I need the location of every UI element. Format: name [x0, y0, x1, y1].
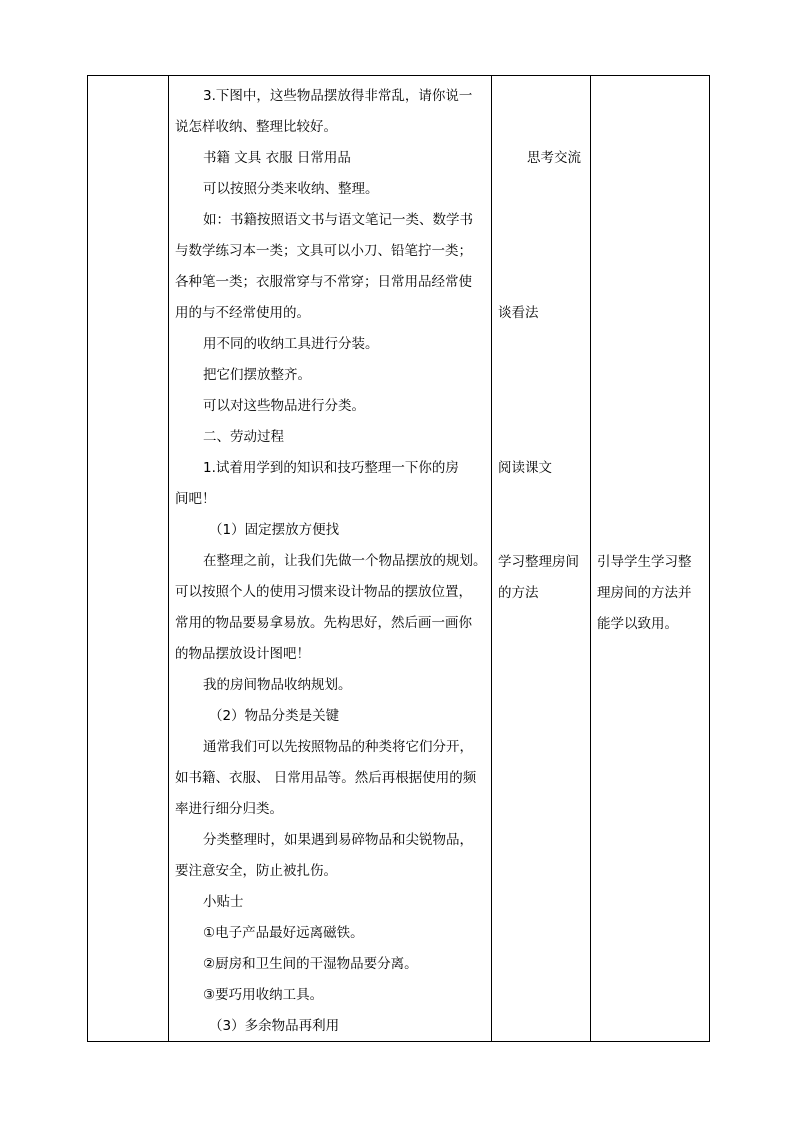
lesson-plan-table — [87, 75, 710, 1042]
content-line: 的物品摆放设计图吧！ — [175, 646, 310, 662]
content-cell — [169, 76, 492, 1042]
content-line: 我的房间物品收纳规划。 — [203, 677, 352, 693]
section-heading: 二、劳动过程 — [203, 429, 284, 445]
method-read — [498, 453, 552, 484]
content-line: 把它们摆放整齐。 — [203, 367, 311, 383]
intent-text — [597, 547, 692, 640]
content-line: 分类整理时，如果遇到易碎物品和尖锐物品， — [203, 832, 473, 848]
method-learn-line: 学习整理房间 — [498, 554, 579, 570]
content-line: 常用的物品要易拿易放。先构思好，然后画一画你 — [175, 615, 472, 631]
content-line: 1.试着用学到的知识和技巧整理一下你的房 — [203, 460, 459, 476]
intent-line: 理房间的方法并 — [597, 585, 692, 601]
method-discuss — [498, 298, 539, 329]
content-line: 如：书籍按照语文书与语文笔记一类、数学书 — [203, 212, 473, 228]
content-line: 可以按照个人的使用习惯来设计物品的摆放位置， — [175, 584, 472, 600]
content-line: 间吧！ — [175, 491, 216, 507]
method-learn — [498, 547, 579, 609]
content-line: 说怎样收纳、整理比较好。 — [175, 119, 337, 135]
tip-item: ①电子产品最好远离磁铁。 — [203, 925, 364, 941]
tips-heading: 小贴士 — [203, 894, 244, 910]
subheading: （3）多余物品再利用 — [209, 1018, 340, 1034]
table-row — [88, 76, 710, 1042]
content-line: 率进行细分归类。 — [175, 801, 283, 817]
content-line: 与数学练习本一类；文具可以小刀、铅笔拧一类； — [175, 243, 472, 259]
content-text — [175, 81, 485, 1042]
content-line: 通常我们可以先按照物品的种类将它们分开， — [203, 739, 473, 755]
tip-item: ③要巧用收纳工具。 — [203, 987, 324, 1003]
method-learn-line: 的方法 — [498, 585, 539, 601]
subheading: （1）固定摆放方便找 — [209, 522, 340, 538]
method-think-text: 思考交流 — [527, 150, 581, 166]
content-line: 书籍 文具 衣服 日常用品 — [203, 150, 351, 166]
content-line: 3.下图中，这些物品摆放得非常乱，请你说一 — [203, 88, 473, 104]
tip-item: ②厨房和卫生间的干湿物品要分离。 — [203, 956, 418, 972]
intent-line: 引导学生学习整 — [597, 554, 692, 570]
content-line: 可以对这些物品进行分类。 — [203, 398, 365, 414]
content-line: 各种笔一类；衣服常穿与不常穿；日常用品经常使 — [175, 274, 472, 290]
subheading: （2）物品分类是关键 — [209, 708, 340, 724]
method-cell — [492, 76, 591, 1042]
intent-cell — [591, 76, 710, 1042]
method-think — [527, 143, 581, 174]
content-line: 在整理之前，让我们先做一个物品摆放的规划。 — [203, 553, 487, 569]
intent-line: 能学以致用。 — [597, 616, 678, 632]
content-line: 用的与不经常使用的。 — [175, 305, 310, 321]
content-line: 如书籍、衣服、 日常用品等。然后再根据使用的频 — [175, 770, 477, 786]
stage-cell — [88, 76, 169, 1042]
method-discuss-text: 谈看法 — [498, 305, 539, 321]
content-line: 要注意安全，防止被扎伤。 — [175, 863, 337, 879]
content-line: 用不同的收纳工具进行分装。 — [203, 336, 379, 352]
method-read-text: 阅读课文 — [498, 460, 552, 476]
content-line: 可以按照分类来收纳、整理。 — [203, 181, 379, 197]
